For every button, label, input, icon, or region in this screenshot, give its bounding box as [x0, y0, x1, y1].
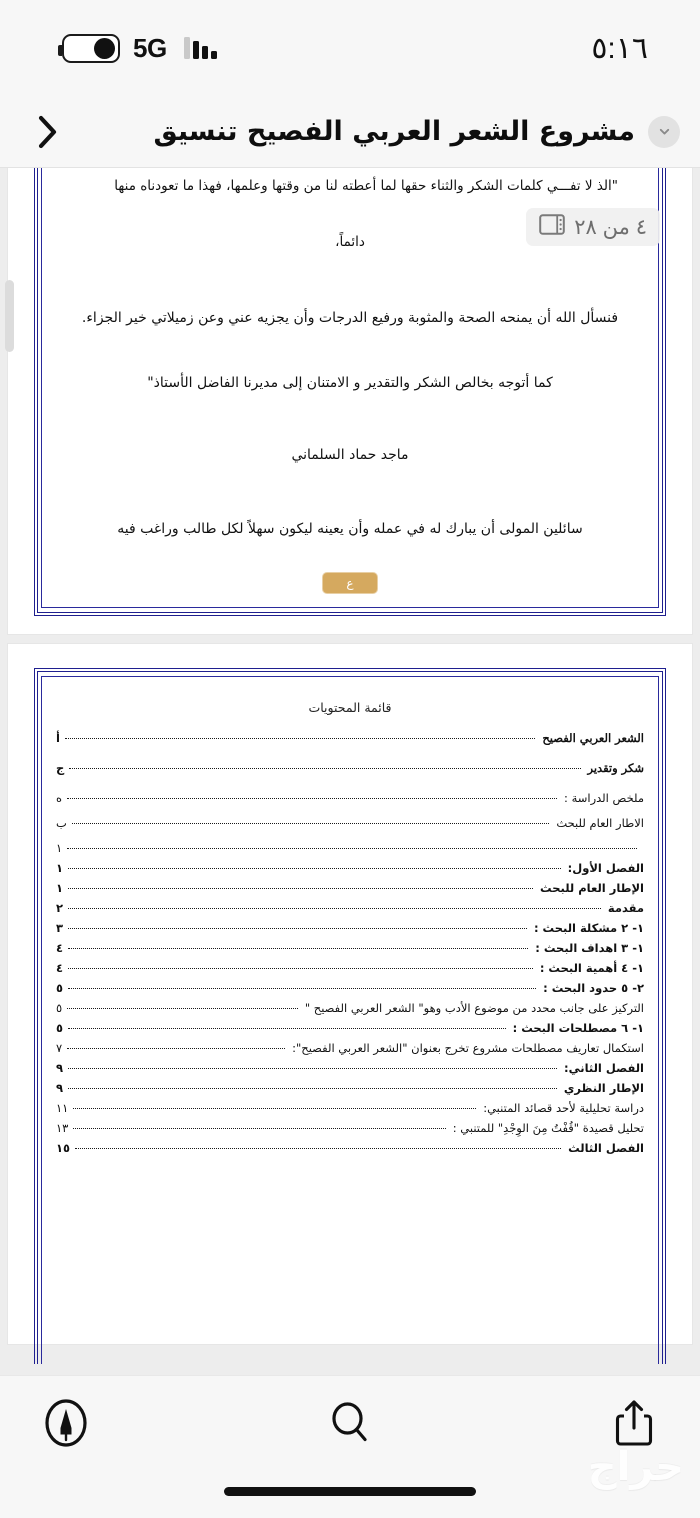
toc-entry-page-number: ٩ [56, 1063, 64, 1075]
toolbar-icon-row [0, 1390, 700, 1456]
toc-heading: قائمة المحتويات [308, 700, 392, 715]
toc-leader-dots [75, 1148, 561, 1149]
toc-entry-page-number: ه [56, 793, 63, 805]
home-indicator[interactable] [224, 1487, 476, 1496]
page-thumbnail-icon [539, 214, 565, 240]
toc-entry-page-number: ١٥ [56, 1143, 71, 1155]
toc-leader-dots [68, 948, 528, 949]
toc-rows-container [56, 731, 644, 1155]
toc-entry-label: ١- ٦ مصطلحات البحث : [512, 1021, 644, 1035]
toc-entry-label: الإطار النظري [563, 1081, 644, 1095]
page-indicator [526, 208, 660, 246]
toc-entry-label: الشعر العربي الفصيح [542, 731, 644, 745]
toc-entry-page-number: ٢ [56, 903, 64, 915]
toc-leader-dots [73, 1128, 445, 1129]
markup-pen-icon[interactable] [34, 1391, 98, 1455]
toc-entry-label: الإطار العام للبحث [540, 881, 644, 895]
toc-entry[interactable] [56, 761, 644, 775]
toc-entry[interactable] [56, 961, 644, 975]
toc-entry[interactable] [56, 791, 644, 805]
toc-entry[interactable] [56, 981, 644, 995]
toc-entry[interactable] [56, 1061, 644, 1075]
toc-leader-dots [67, 798, 557, 799]
toc-leader-dots [68, 1068, 557, 1069]
toc-leader-dots [68, 1028, 506, 1029]
toc-entry-label: ١- ٢ مشكلة البحث : [533, 921, 644, 935]
toc-entry-page-number: أ [56, 733, 60, 745]
status-bar-time: ٥:١٦ [591, 31, 648, 65]
toc-entry-label: التركيز على جانب محدد من موضوع الأدب وهو" الشعر العربي الفصيح " [304, 1001, 644, 1015]
toc-entry-label: دراسة تحليلية لأحد قصائد المتنبي: [483, 1101, 644, 1115]
share-icon[interactable] [602, 1391, 666, 1455]
acknowledgment-line: سائلين المولى أن يبارك له في عمله وأن يعينه ليكون سهلاً لكل طالب وراغب فيه [117, 521, 583, 538]
toc-leader-dots [68, 928, 527, 929]
toc-leader-dots [68, 888, 533, 889]
toc-entry[interactable] [56, 1021, 644, 1035]
toc-entry-page-number: ٣ [56, 923, 64, 935]
toc-leader-dots [68, 1088, 557, 1089]
bottom-toolbar [0, 1375, 700, 1518]
toc-entry[interactable] [56, 816, 644, 830]
toc-entry[interactable] [56, 901, 644, 915]
toc-entry-page-number: ١ [56, 883, 64, 895]
toc-entry-page-number: ٩ [56, 1083, 64, 1095]
toc-entry[interactable] [56, 921, 644, 935]
toc-entry[interactable] [56, 1041, 644, 1055]
toc-entry[interactable] [56, 731, 644, 745]
toc-leader-dots [67, 1048, 285, 1049]
toc-leader-dots [68, 988, 536, 989]
toc-entry[interactable] [56, 1121, 644, 1135]
page-title: مشروع الشعر العربي الفصيح تنسيق [153, 116, 635, 147]
battery-icon [62, 34, 120, 63]
toc-entry-page-number: ٤ [56, 963, 64, 975]
acknowledgment-line: كما أتوجه بخالص الشكر والتقدير و الامتنان إلى مديرنا الفاضل الأستاذ" [147, 374, 553, 391]
toc-entry[interactable] [56, 941, 644, 955]
toc-entry-page-number: ١٣ [56, 1123, 69, 1135]
toc-leader-dots [65, 738, 535, 739]
table-of-contents [56, 700, 644, 1161]
page-indicator-label: ٤ من ٢٨ [574, 215, 647, 239]
document-scroll-area[interactable] [0, 168, 700, 1375]
chevron-down-icon[interactable] [648, 116, 680, 148]
toc-entry-page-number: ١ [56, 843, 63, 855]
search-icon[interactable] [318, 1391, 382, 1455]
header-title-group [153, 116, 680, 148]
acknowledgment-signature: ماجد حماد السلماني [291, 446, 409, 463]
toc-entry-label: شكر وتقدير [587, 761, 644, 775]
document-page [8, 644, 692, 1344]
toc-entry[interactable] [56, 1141, 644, 1155]
toc-entry-page-number: ١ [56, 863, 64, 875]
toc-leader-dots [73, 1108, 476, 1109]
toc-entry[interactable] [56, 1001, 644, 1015]
toc-entry[interactable] [56, 1101, 644, 1115]
toc-entry-label: ملخص الدراسة : [564, 791, 644, 805]
page-number-badge: ع [322, 572, 378, 594]
toc-leader-dots [68, 908, 601, 909]
toc-entry-page-number: ب [56, 818, 67, 830]
toc-entry-label: الاطار العام للبحث [556, 816, 644, 830]
toc-entry-page-number: ج [56, 763, 65, 775]
toc-entry-label: الفصل الثالث [568, 1141, 644, 1155]
toc-leader-dots [68, 968, 533, 969]
toc-entry-label: مقدمة [607, 901, 644, 915]
toc-entry-page-number: ٥ [56, 1023, 64, 1035]
status-bar-left [62, 33, 217, 64]
toc-entry[interactable] [56, 841, 644, 855]
vertical-scrollbar[interactable] [5, 280, 14, 352]
toc-entry-page-number: ١١ [56, 1103, 69, 1115]
toc-entry-page-number: ٥ [56, 1003, 63, 1015]
toc-entry-page-number: ٥ [56, 983, 64, 995]
toc-entry-label: الفصل الأول: [567, 861, 644, 875]
toc-entry-label: استكمال تعاريف مصطلحات مشروع تخرج بعنوان "الشعر العربي الفصيح": [292, 1041, 644, 1055]
toc-entry-label: الفصل الثاني: [564, 1061, 644, 1075]
toc-entry[interactable] [56, 881, 644, 895]
toc-entry-label: ١- ٣ اهداف البحث : [535, 941, 644, 955]
toc-leader-dots [68, 868, 561, 869]
acknowledgment-line: فنسأل الله أن يمنحه الصحة والمثوبة ورفيع الدرجات وأن يجزيه عني وعن زميلاتي خير الجزاء. [81, 310, 619, 327]
toc-entry-label: ١- ٤ أهمية البحث : [539, 961, 644, 975]
nav-header [0, 96, 700, 168]
toc-entry[interactable] [56, 861, 644, 875]
toc-entry[interactable] [56, 1081, 644, 1095]
battery-fill [94, 38, 115, 59]
toc-leader-dots [67, 848, 637, 849]
toc-leader-dots [72, 823, 550, 824]
signal-bars-icon [184, 37, 217, 59]
toc-entry-page-number: ٧ [56, 1043, 63, 1055]
acknowledgment-line: دائماً، [335, 233, 365, 250]
toc-entry-page-number: ٤ [56, 943, 64, 955]
acknowledgment-line: "الذ لا تفـــي كلمات الشكر والثناء حقها لما أعطته لنا من وقتها وعلمها، فهذا ما تعودناه منها [114, 178, 618, 194]
back-button[interactable] [24, 109, 70, 155]
battery-nub [58, 45, 62, 56]
watermark: حراج [587, 1444, 684, 1490]
toc-entry-label: ٢- ٥ حدود البحث : [543, 981, 644, 995]
toc-leader-dots [69, 768, 580, 769]
toc-entry-label: تحليل قصيدة "قُفْتُ مِنَ الوِجْدِ" للمتنبي : [452, 1121, 644, 1135]
toc-leader-dots [67, 1008, 298, 1009]
status-bar [0, 0, 700, 96]
network-label: 5G [133, 32, 167, 63]
